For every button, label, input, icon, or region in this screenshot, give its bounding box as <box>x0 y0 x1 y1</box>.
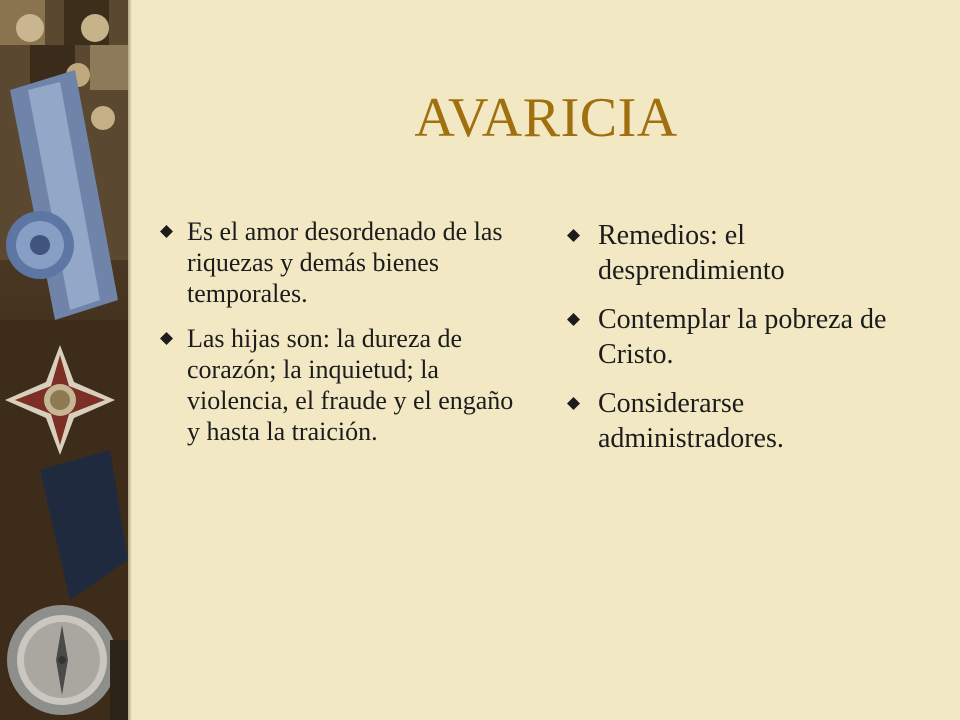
bullet-text: Remedios: el desprendimiento <box>598 220 785 286</box>
decorative-medals-image <box>0 0 128 720</box>
bullet-text: Considerarse administradores. <box>598 388 784 454</box>
bullet-text: Es el amor desordenado de las riquezas y demás bienes temporales. <box>187 217 503 308</box>
diamond-bullet-icon <box>160 225 173 238</box>
list-item <box>160 323 520 447</box>
list-item <box>565 302 925 372</box>
list-item <box>160 216 520 309</box>
right-bullet-list <box>565 218 925 470</box>
list-item <box>565 218 925 288</box>
slide-title: AVARICIA <box>414 87 678 149</box>
bullet-text: Las hijas son: la dureza de corazón; la inquietud; la violencia, el fraude y el engaño y hasta la traición. <box>187 324 514 446</box>
diamond-bullet-icon <box>567 313 580 326</box>
diamond-bullet-icon <box>160 332 173 345</box>
diamond-bullet-icon <box>567 229 580 242</box>
bullet-text: Contemplar la pobreza de Cristo. <box>598 304 887 370</box>
diamond-bullet-icon <box>567 397 580 410</box>
list-item <box>565 386 925 456</box>
left-bullet-list <box>160 216 520 461</box>
medals-illustration <box>0 0 128 720</box>
